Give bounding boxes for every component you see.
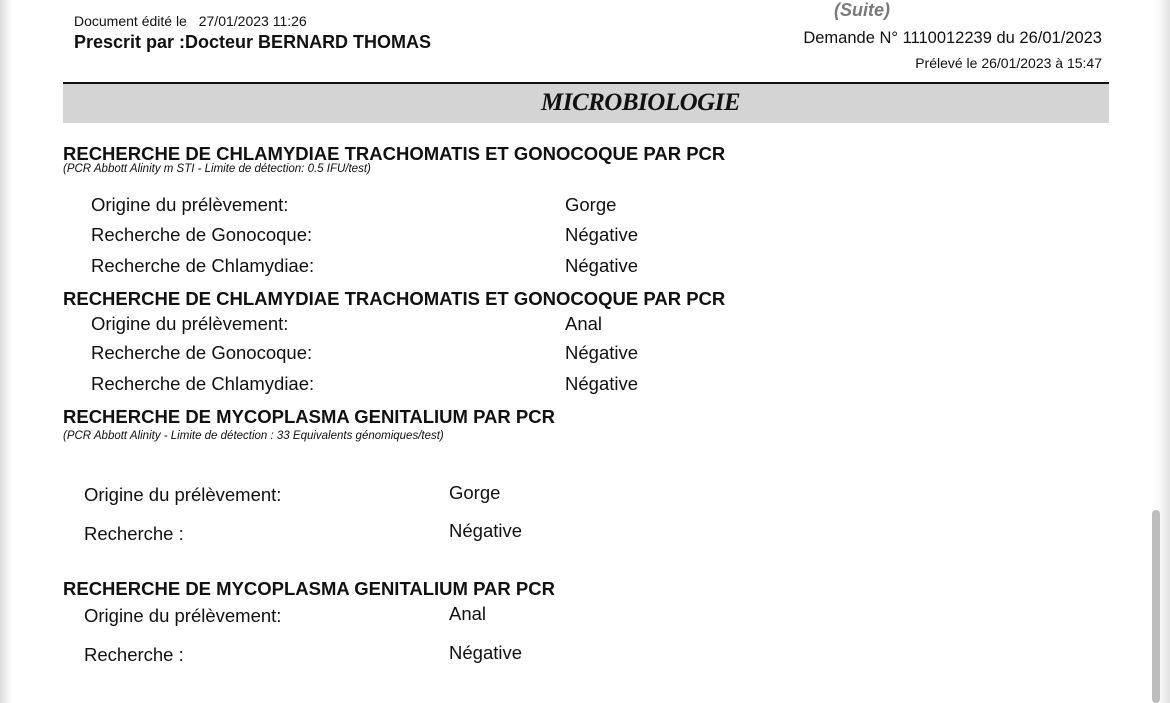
result-label: Recherche de Gonocoque: bbox=[91, 224, 313, 245]
section-banner bbox=[63, 84, 1109, 123]
edited-label: Document édité le bbox=[74, 13, 187, 29]
banner-title: MICROBIOLOGIE bbox=[541, 89, 741, 116]
section-title: RECHERCHE DE MYCOPLASMA GENITALIUM PAR PCR bbox=[63, 578, 555, 599]
result-value: Anal bbox=[449, 603, 487, 624]
section-note: (PCR Abbott Alinity - Limite de détection : 33 Equivalents génomiques/test) bbox=[63, 430, 444, 442]
page-left-edge bbox=[0, 0, 14, 703]
section-note: (PCR Abbott Alinity m STI - Limite de détection: 0.5 IFU/test) bbox=[63, 163, 371, 175]
result-value: Anal bbox=[565, 313, 603, 334]
result-label: Recherche : bbox=[84, 523, 184, 544]
result-value: Négative bbox=[565, 342, 639, 363]
edited-line bbox=[74, 13, 315, 29]
result-value: Négative bbox=[449, 642, 523, 663]
result-label: Recherche : bbox=[84, 644, 184, 665]
section-title: RECHERCHE DE CHLAMYDIAE TRACHOMATIS ET GONOCOQUE PAR PCR bbox=[63, 288, 726, 309]
result-label: Recherche de Gonocoque: bbox=[91, 342, 313, 363]
request-number: Demande N° 1110012239 du 26/01/2023 bbox=[803, 29, 1102, 47]
sampled-date: Prélevé le 26/01/2023 à 15:47 bbox=[915, 55, 1102, 71]
result-label: Recherche de Chlamydiae: bbox=[91, 373, 315, 394]
scrollbar-thumb[interactable] bbox=[1152, 510, 1160, 703]
result-label: Origine du prélèvement: bbox=[91, 313, 289, 334]
suite-label: (Suite) bbox=[834, 0, 890, 20]
edited-date: 27/01/2023 11:26 bbox=[198, 13, 307, 29]
result-label: Origine du prélèvement: bbox=[84, 605, 282, 626]
prescriber: Prescrit par :Docteur BERNARD THOMAS bbox=[74, 32, 432, 52]
section-title: RECHERCHE DE CHLAMYDIAE TRACHOMATIS ET GONOCOQUE PAR PCR bbox=[63, 143, 726, 164]
result-value: Négative bbox=[449, 520, 523, 541]
result-value: Gorge bbox=[565, 194, 617, 215]
result-value: Négative bbox=[565, 373, 639, 394]
result-value: Gorge bbox=[449, 482, 501, 503]
result-value: Négative bbox=[565, 255, 639, 276]
result-label: Recherche de Chlamydiae: bbox=[91, 255, 315, 276]
result-value: Négative bbox=[565, 224, 639, 245]
result-label: Origine du prélèvement: bbox=[91, 194, 289, 215]
result-label: Origine du prélèvement: bbox=[84, 484, 282, 505]
section-title: RECHERCHE DE MYCOPLASMA GENITALIUM PAR PCR bbox=[63, 406, 555, 427]
